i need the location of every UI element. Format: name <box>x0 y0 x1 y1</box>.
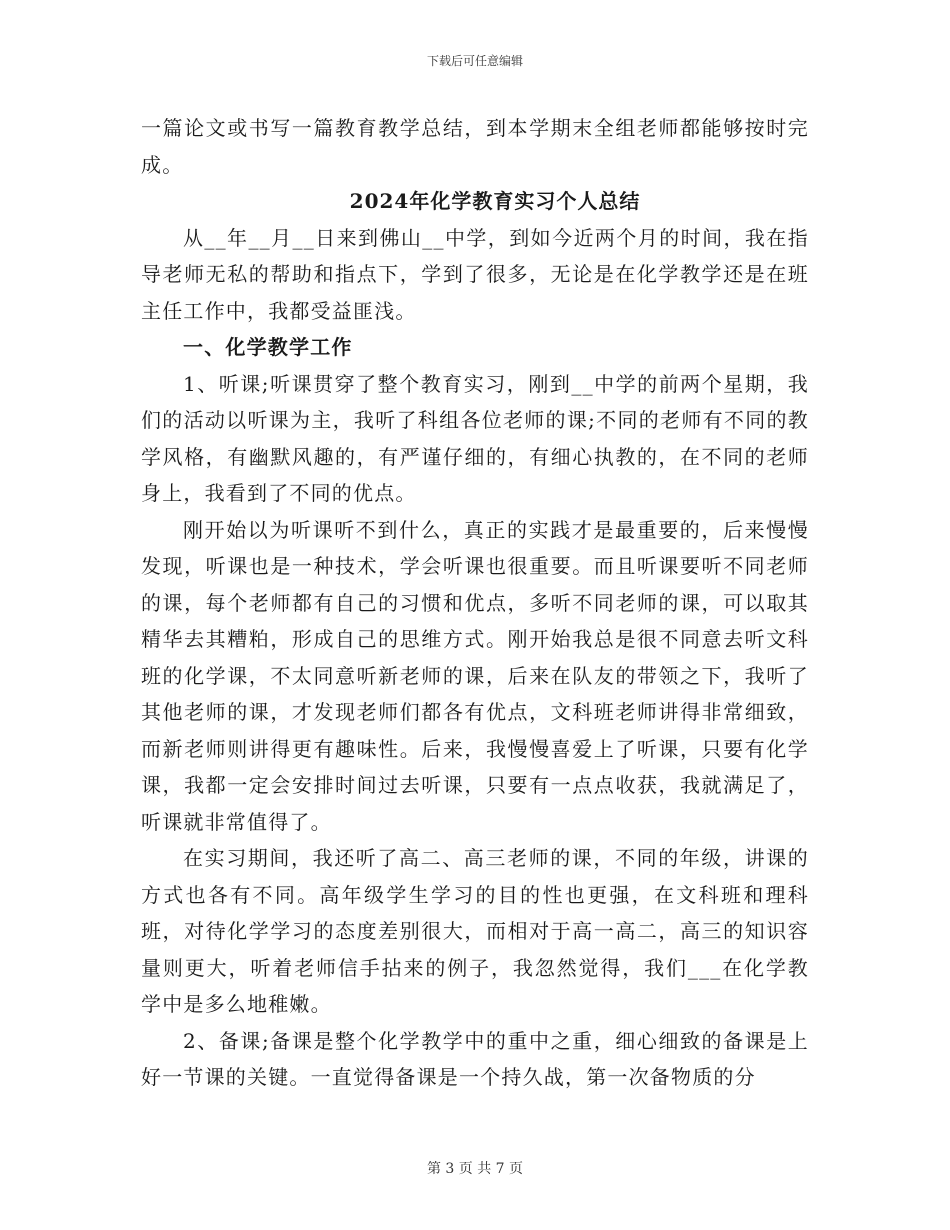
page-header: 下载后可任意编辑 <box>426 54 523 68</box>
body-paragraph: 1、听课;听课贯穿了整个教育实习，刚到__中学的前两个星期，我们的活动以听课为主，我听了科组各位老师的课;不同的老师有不同的教学风格，有幽默风趣的，有严谨仔细的，有细心执教的，在不同的老师身上，我看到了不同的优点。 <box>141 371 809 505</box>
intro-paragraph: 一篇论文或书写一篇教育教学总结，到本学期末全组老师都能够按时完成。 <box>141 116 809 177</box>
section-heading: 一、化学教学工作 <box>183 335 353 359</box>
document-body <box>141 110 809 1096</box>
page-number: 第 3 页 共 7 页 <box>426 1161 524 1177</box>
body-paragraph: 在实习期间，我还听了高二、高三老师的课，不同的年级，讲课的方式也各有不同。高年级学生学习的目的性也更强，在文科班和理科班，对待化学学习的态度差别很大，而相对于高一高二，高三的知识容量则更大，听着老师信手拈来的例子，我忽然觉得，我们___在化学教学中是多么地稚嫩。 <box>141 846 809 1016</box>
body-paragraph: 2、备课;备课是整个化学教学中的重中之重，细心细致的备课是上好一节课的关键。一直觉得备课是一个持久战，第一次备物质的分 <box>141 1028 809 1089</box>
body-paragraph: 刚开始以为听课听不到什么，真正的实践才是最重要的，后来慢慢发现，听课也是一种技术，学会听课也很重要。而且听课要听不同老师的课，每个老师都有自己的习惯和优点，多听不同老师的课，可以取其精华去其糟粕，形成自己的思维方式。刚开始我总是很不同意去听文科班的化学课，不太同意听新老师的课，后来在队友的带领之下，我听了其他老师的课，才发现老师们都各有优点，文科班老师讲得非常细致，而新老师则讲得更有趣味性。后来，我慢慢喜爱上了听课，只要有化学课，我都一定会安排时间过去听课，只要有一点点收获，我就满足了，听课就非常值得了。 <box>141 517 809 834</box>
body-paragraph: 从__年__月__日来到佛山__中学，到如今近两个月的时间，我在指导老师无私的帮助和指点下，学到了很多，无论是在化学教学还是在班主任工作中，我都受益匪浅。 <box>141 225 809 323</box>
document-title: 2024年化学教育实习个人总结 <box>349 189 641 213</box>
